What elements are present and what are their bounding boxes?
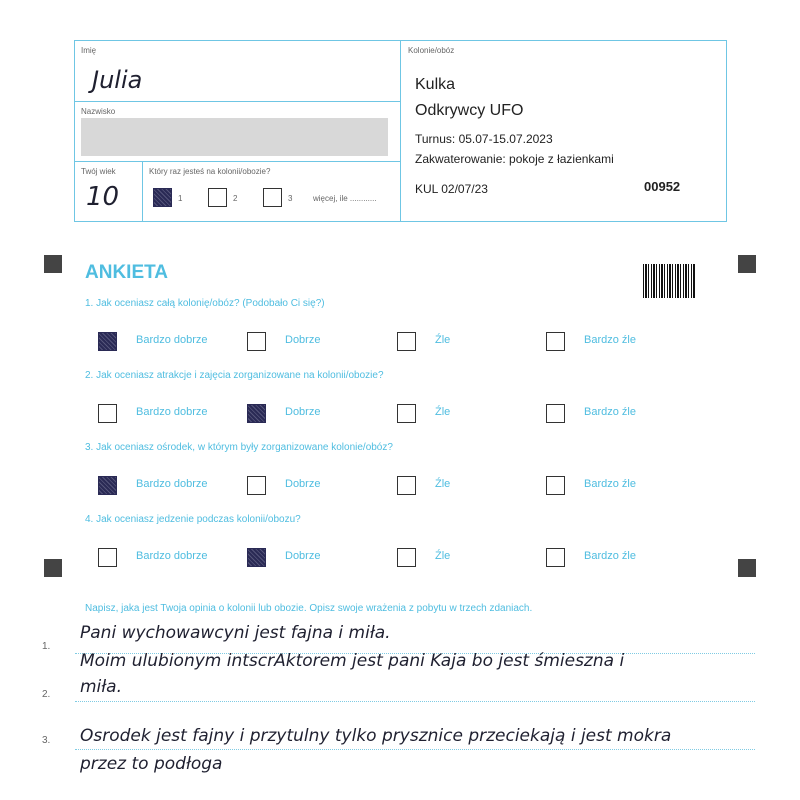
answer-number-3: 3. [42, 735, 51, 746]
question-4-option-1-label: Bardzo dobrze [136, 550, 208, 562]
question-3-checkbox-3[interactable] [397, 476, 416, 495]
camp-program: Odkrywcy UFO [415, 102, 524, 119]
survey-title: ANKIETA [85, 262, 169, 283]
question-2-checkbox-3[interactable] [397, 404, 416, 423]
times-option-1: 1 [178, 194, 183, 203]
question-3-option-2-label: Dobrze [285, 478, 321, 490]
answer-number-1: 1. [42, 641, 51, 652]
question-4-option-4-label: Bardzo źle [584, 550, 636, 562]
question-2-option-4-label: Bardzo źle [584, 406, 636, 418]
answer-2-line-1: miła. [80, 677, 122, 697]
first-name-value: Julia [92, 66, 143, 94]
age-value: 10 [86, 182, 120, 212]
times-checkbox-1[interactable] [153, 188, 172, 207]
question-2-checkbox-2[interactable] [247, 404, 266, 423]
form-number: 00952 [644, 179, 681, 194]
answer-3-line-2: przez to podłoga [80, 754, 223, 774]
alignment-mark-bottom-left [44, 559, 62, 577]
turnus: Turnus: 05.07-15.07.2023 [415, 132, 553, 146]
question-1-option-4-label: Bardzo źle [584, 334, 636, 346]
question-1-option-3-label: Źle [435, 334, 451, 346]
answer-3-line-1: Osrodek jest fajny i przytulny tylko prysznice przeciekają i jest mokra [80, 726, 672, 746]
alignment-mark-bottom-right [738, 559, 756, 577]
times-checkbox-3[interactable] [263, 188, 282, 207]
question-1-checkbox-4[interactable] [546, 332, 565, 351]
question-3-checkbox-4[interactable] [546, 476, 565, 495]
question-3-option-1-label: Bardzo dobrze [136, 478, 208, 490]
times-checkbox-2[interactable] [208, 188, 227, 207]
header-divider-age [74, 161, 400, 162]
question-4-option-3-label: Źle [435, 550, 451, 562]
last-name-redaction [81, 118, 388, 156]
header-divider-name [74, 101, 400, 102]
question-3-option-3-label: Źle [435, 478, 451, 490]
question-2-checkbox-4[interactable] [546, 404, 565, 423]
camp-label: Kolonie/obóz [408, 46, 455, 55]
question-4-checkbox-4[interactable] [546, 548, 565, 567]
question-2-option-1-label: Bardzo dobrze [136, 406, 208, 418]
age-divider [142, 161, 143, 221]
question-2-text: 2. Jak oceniasz atrakcje i zajęcia zorganizowane na kolonii/obozie? [85, 370, 384, 381]
question-3-checkbox-1[interactable] [98, 476, 117, 495]
question-2-checkbox-1[interactable] [98, 404, 117, 423]
question-1-checkbox-2[interactable] [247, 332, 266, 351]
times-option-2: 2 [233, 194, 238, 203]
question-1-option-2-label: Dobrze [285, 334, 321, 346]
question-2-option-3-label: Źle [435, 406, 451, 418]
accommodation: Zakwaterowanie: pokoje z łazienkami [415, 152, 614, 166]
question-4-text: 4. Jak oceniasz jedzenie podczas kolonii/obozu? [85, 514, 301, 525]
opinion-prompt: Napisz, jaka jest Twoja opinia o kolonii lub obozie. Opisz swoje wrażenia z pobytu w trzech zdaniach. [85, 603, 533, 614]
barcode [643, 264, 696, 298]
question-3-text: 3. Jak oceniasz ośrodek, w którym były zorganizowane kolonie/obóz? [85, 442, 393, 453]
last-name-label: Nazwisko [81, 107, 116, 116]
times-option-3: 3 [288, 194, 293, 203]
camp-name: Kulka [415, 76, 456, 93]
answer-line-3 [75, 749, 755, 750]
answer-1-line-2: Moim ulubionym intscrAktorem jest pani Kaja bo jest śmieszna i [80, 651, 625, 671]
alignment-mark-top-left [44, 255, 62, 273]
times-more-label: więcej, ile ............ [313, 194, 377, 203]
question-1-text: 1. Jak oceniasz całą kolonię/obóz? (Podobało Ci się?) [85, 298, 325, 309]
times-label: Który raz jesteś na kolonii/obozie? [149, 167, 271, 176]
question-3-option-4-label: Bardzo źle [584, 478, 636, 490]
question-4-option-2-label: Dobrze [285, 550, 321, 562]
answer-1-line-1: Pani wychowawcyni jest fajna i miła. [80, 623, 391, 643]
camp-code: KUL 02/07/23 [415, 182, 488, 196]
header-divider-vertical [400, 40, 401, 221]
alignment-mark-top-right [738, 255, 756, 273]
question-4-checkbox-3[interactable] [397, 548, 416, 567]
question-1-checkbox-3[interactable] [397, 332, 416, 351]
question-2-option-2-label: Dobrze [285, 406, 321, 418]
question-4-checkbox-1[interactable] [98, 548, 117, 567]
question-1-option-1-label: Bardzo dobrze [136, 334, 208, 346]
first-name-label: Imię [81, 46, 97, 55]
question-3-checkbox-2[interactable] [247, 476, 266, 495]
answer-line-2 [75, 701, 755, 702]
question-4-checkbox-2[interactable] [247, 548, 266, 567]
answer-number-2: 2. [42, 689, 51, 700]
age-label: Twój wiek [81, 167, 116, 176]
question-1-checkbox-1[interactable] [98, 332, 117, 351]
